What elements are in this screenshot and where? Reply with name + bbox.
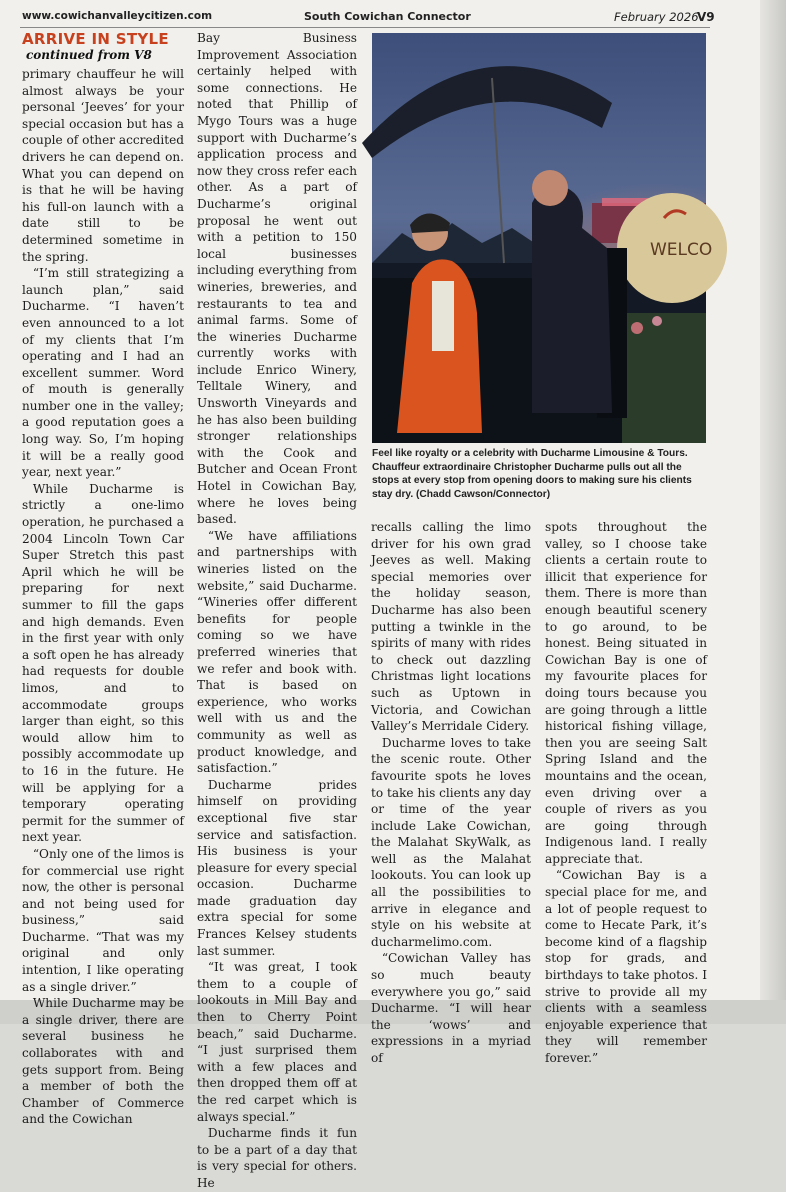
paragraph: primary chauffeur he will almost always be your personal ‘Jeeves’ for your special occasion but has a couple of other accredited drivers he can depend on. What you can depend on is that he will be having his full-on launch with a date still to be determined sometime in the spring. [22, 67, 184, 264]
paragraph: “Only one of the limos is for commercial use right now, the other is personal and not being used for business,” said Ducharme. “That was my original and only intention, I like operating as a single driver.” [22, 846, 184, 994]
paragraph: “Cowichan Valley has so much beauty everywhere you go,” said Ducharme. “I will hear the ‘wows’ and expressions in a myriad of [371, 951, 531, 1065]
flower [631, 322, 643, 334]
paragraph: While Ducharme may be a single driver, there are several business he collaborates with and gets support from. Being a member of both the Chamber of Commerce and the Cowichan [22, 996, 184, 1127]
show-through [372, 503, 708, 517]
chauffeur-face [532, 170, 568, 206]
paragraph: “It was great, I took them to a couple of lookouts in Mill Bay and then to Cherry Point beach,” said Ducharme. “I just surprised them with a few places and then dropped them off at the red carpet which is always special.” [197, 960, 357, 1124]
welcome-sign-text: WELCO [650, 240, 713, 260]
paragraph: “I’m still strategizing a launch plan,” said Ducharme. “I haven’t even announced to a lot of my clients that I’m operating and I had an excellent summer. Word of mouth is generally number one in the valley; a good reputation goes a long way. So, I’m hoping it will be a really good year, next year.” [22, 266, 184, 480]
article-column-1 [22, 66, 184, 1127]
header-page-number: V9 [697, 10, 715, 24]
header-rule [20, 27, 710, 28]
jump-line: continued from V8 [26, 48, 152, 62]
paragraph: recalls calling the limo driver for his own grad Jeeves as well. Making special memories over the holiday season, Ducharme has also been putting a twinkle in the spirits of many with rides to check out dazzling Christmas light locations such as Uptown in Victoria, and Cowichan Valley’s Merridale Cidery. [371, 520, 531, 734]
paragraph: Ducharme prides himself on providing exceptional five star service and satisfaction. His business is your pleasure for every special occasion. Ducharme made graduation day extra special for some Frances Kelsey students last summer. [197, 777, 357, 958]
paragraph: spots throughout the valley, so I choose take clients a certain route to illicit that experience for them. There is more than enough beautiful scenery to go around, to be honest. Being situated in Cowichan Bay is one of my favourite places for doing tours because you are going through a little historical fishing village, then you are seeing Salt Spring Island and the mountains and the ocean, even driving over a couple of rivers as you are going through Indigenous land. I really appreciate that. [545, 520, 707, 866]
article-column-4 [545, 519, 707, 1065]
article-photo [372, 33, 713, 443]
article-column-2 [197, 30, 357, 1190]
photo-illustration [372, 33, 713, 443]
client-shirt [432, 281, 454, 351]
page-edge [760, 0, 786, 1024]
flower [652, 316, 662, 326]
article-column-3 [371, 519, 531, 1065]
header-section: South Cowichan Connector [304, 10, 471, 23]
paragraph: “We have affiliations and partnerships with wineries listed on the website,” said Ducharme. “Wineries offer different benefits for people coming so we have preferred wineries that we refer and book with. That is based on experience, who works well with us and the community as well as product knowledge, and satisfaction.” [197, 528, 357, 776]
paragraph: “Cowichan Bay is a special place for me, and a lot of people request to come to Hecate Park, it’s become kind of a flagship stop for grads, and birthdays to take photos. I strive to provide all my clients with a seamless enjoyable experience that they will remember forever.” [545, 868, 707, 1065]
header-url: www.cowichanvalleycitizen.com [22, 10, 213, 22]
article-kicker: ARRIVE IN STYLE [22, 30, 169, 48]
paragraph: Ducharme finds it fun to be a part of a day that is very special for others. He [197, 1126, 357, 1190]
paragraph: While Ducharme is strictly a one-limo operation, he purchased a 2004 Lincoln Town Car Super Stretch this past April which he will be preparing for next summer to fill the gaps and high demands. Even in the first year with only a soft open he has already had requests for double limos, and to accommodate groups larger than eight, so this would allow him to possibly accommodate up to 16 in the future. He will be applying for a temporary operating permit for the summer of next year. [22, 481, 184, 845]
photo-caption: Feel like royalty or a celebrity with Ducharme Limousine & Tours. Chauffeur extraordinaire Christopher Ducharme pulls out all the stops at every stop from opening doors to making sure his clients stay dry. (Chadd Cawson/Connector) [372, 448, 692, 500]
paragraph: Bay Business Improvement Association certainly helped with some connections. He noted that Phillip of Mygo Tours was a huge support with Ducharme’s application process and now they cross refer each other. As a part of Ducharme’s original proposal he went out with a petition to 150 local businesses including everything from wineries, breweries, and restaurants to tea and animal farms. Some of the wineries Ducharme currently works with include Enrico Winery, Telltale Winery, and Unsworth Vineyards and he has also been building stronger relationships with the Cook and Butcher and Ocean Front Hotel in Cowichan Bay, where he loves being based. [197, 31, 357, 527]
header-date: February 2026 [614, 10, 699, 24]
paragraph: Ducharme loves to take the scenic route. Other favourite spots he loves to take his clients any day or time of the year include Lake Cowichan, the Malahat SkyWalk, as well as the Malahat lookouts. You can look up all the possibilities to arrive in elegance and style on his website at ducharmelimo.com. [371, 735, 531, 949]
